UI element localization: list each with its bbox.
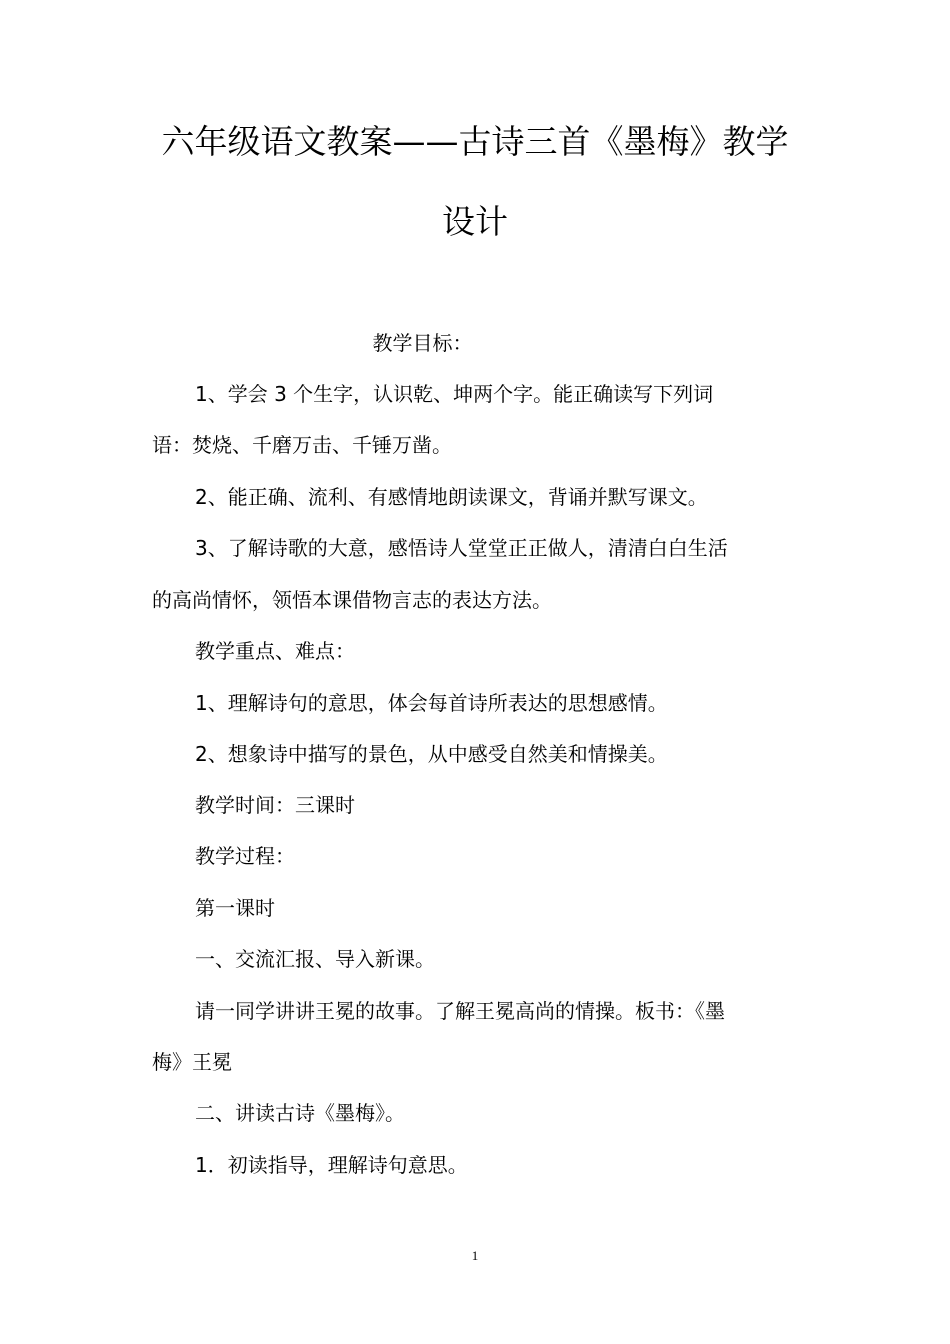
key-point-2: 2、想象诗中描写的景色，从中感受自然美和情操美。 [195, 742, 668, 766]
objective-1-line-1: 1、学会 3 个生字，认识乾、坤两个字。能正确读写下列词 [195, 382, 714, 406]
step-1-heading: 一、交流汇报、导入新课。 [195, 947, 435, 971]
objective-3-line-2: 的高尚情怀，领悟本课借物言志的表达方法。 [152, 588, 552, 612]
first-lesson-heading: 第一课时 [195, 896, 275, 920]
objectives-heading: 教学目标： [372, 331, 473, 355]
document-title-line-2: 设计 [442, 202, 508, 241]
teaching-time: 教学时间：三课时 [195, 793, 355, 817]
objective-3-line-1: 3、了解诗歌的大意，感悟诗人堂堂正正做人，清清白白生活 [195, 536, 728, 560]
step-1-text-line-1: 请一同学讲讲王冕的故事。了解王冕高尚的情操。板书：《墨 [195, 999, 725, 1023]
key-point-1: 1、理解诗句的意思，体会每首诗所表达的思想感情。 [195, 691, 668, 715]
step-2-item-1: 1．初读指导，理解诗句意思。 [195, 1153, 468, 1177]
page-number: 1 [471, 1248, 479, 1263]
document-title-line-1: 六年级语文教案——古诗三首《墨梅》教学 [161, 122, 789, 161]
objective-1-line-2: 语：焚烧、千磨万击、千锤万凿。 [152, 433, 452, 457]
step-1-text-line-2: 梅》王冕 [152, 1050, 232, 1074]
process-heading: 教学过程： [195, 844, 295, 868]
step-2-heading: 二、讲读古诗《墨梅》。 [195, 1101, 405, 1125]
objective-2: 2、能正确、流利、有感情地朗读课文，背诵并默写课文。 [195, 485, 708, 509]
key-points-heading: 教学重点、难点： [195, 639, 355, 663]
